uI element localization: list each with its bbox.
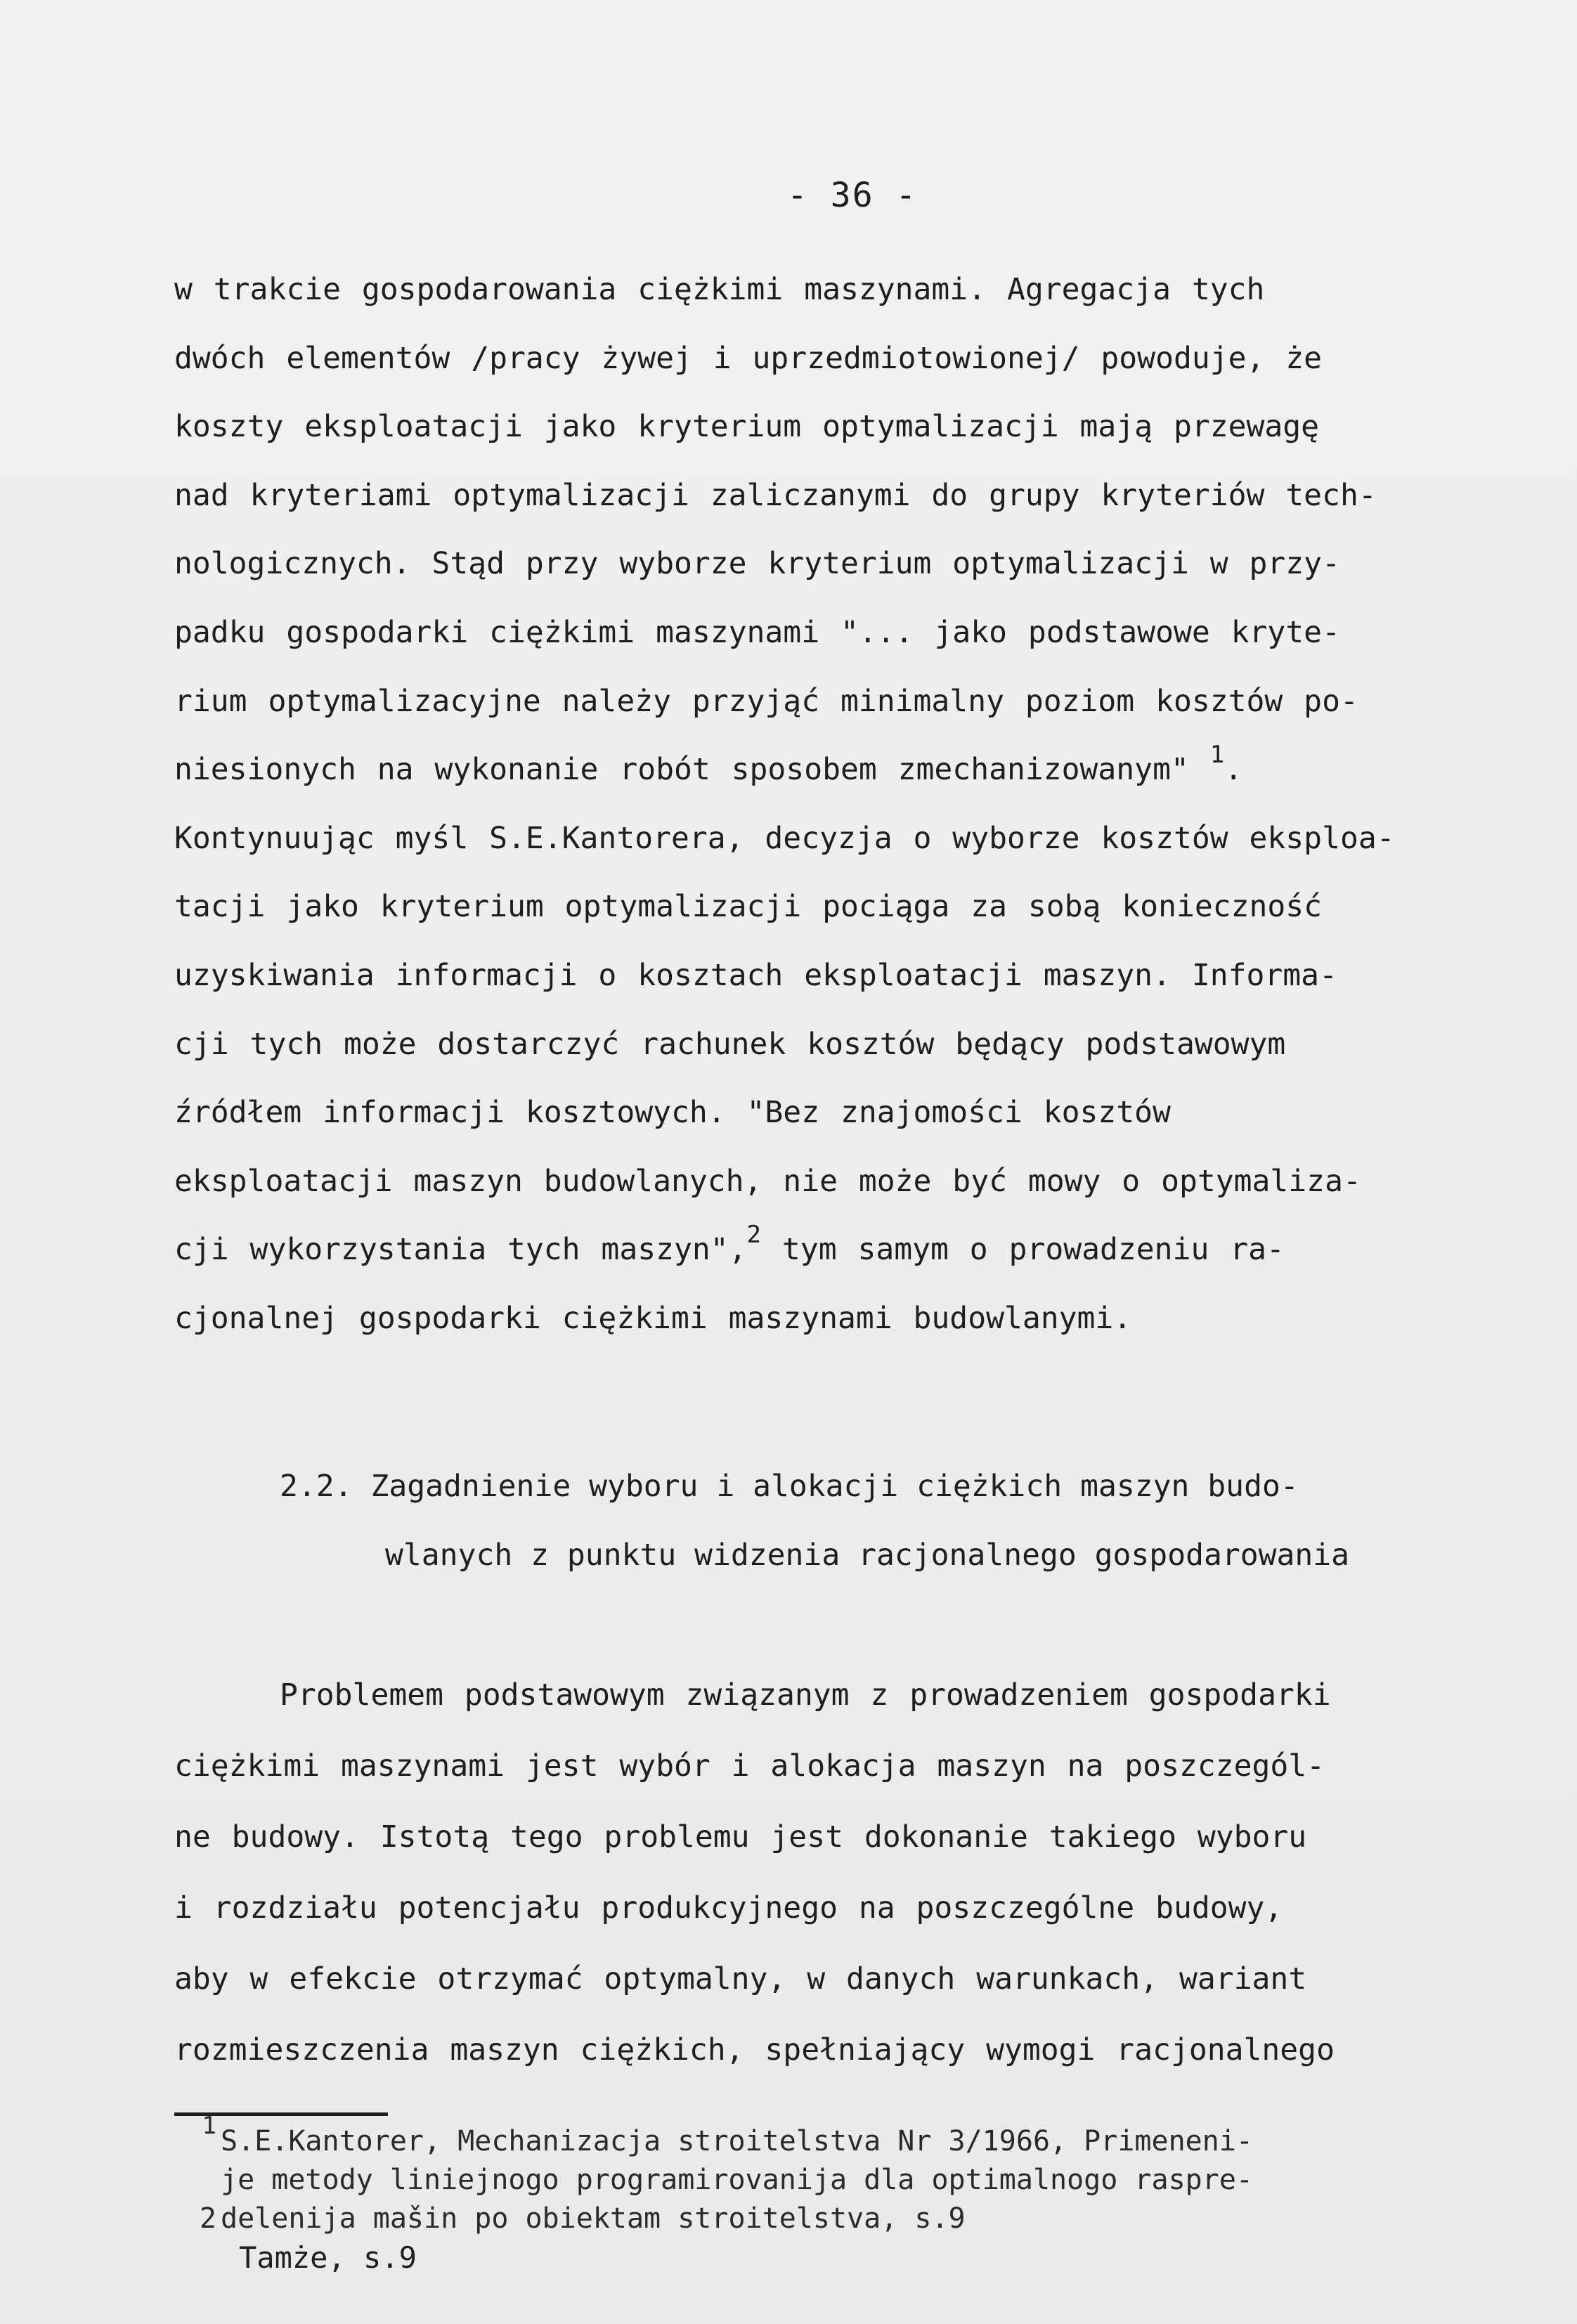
- text-line: w trakcie gospodarowania ciężkimi maszynami. Agregacja tych: [174, 272, 1265, 307]
- text-line-part: cji wykorzystania tych maszyn",: [174, 1232, 747, 1268]
- text-line: Problemem podstawowym związanym z prowadzeniem gospodarki: [280, 1677, 1331, 1713]
- text-line: nologicznych. Stąd przy wyborze kryterium optymalizacji w przy-: [174, 546, 1340, 582]
- text-line: dwóch elementów /pracy żywej i uprzedmiotowionej/ powoduje, że: [174, 340, 1323, 376]
- footnote-text: Tamże, s.9: [239, 2240, 417, 2275]
- footnote-1-cont: [174, 2200, 1253, 2238]
- footnote-2: [174, 2238, 1253, 2277]
- paragraph-1: [174, 256, 1573, 1353]
- footnote-number-2: 2: [199, 2202, 216, 2235]
- footnotes: [174, 2112, 1254, 2277]
- footnote-1-cont: [174, 2161, 1253, 2200]
- text-line: ciężkimi maszynami jest wybór i alokacja maszyn na poszczegól-: [174, 1748, 1325, 1784]
- text-line-part: tym samym o prowadzeniu ra-: [761, 1232, 1285, 1268]
- text-line: tacji jako kryterium optymalizacji pociąga za sobą konieczność: [174, 889, 1323, 925]
- text-line: koszty eksploatacji jako kryterium optymalizacji mają przewagę: [174, 409, 1320, 445]
- text-line: [174, 736, 1573, 805]
- footnote-number-1: 1: [202, 2112, 216, 2141]
- page-number: - 36 -: [787, 176, 918, 215]
- footnote-mark: [174, 2112, 221, 2161]
- section-heading: [280, 1452, 1349, 1590]
- text-line: [174, 1216, 1573, 1285]
- heading-line: wlanych z punktu widzenia racjonalnego gospodarowania: [385, 1538, 1350, 1573]
- text-line: i rozdziału potencjału produkcyjnego na poszczególne budowy,: [174, 1890, 1283, 1926]
- text-line: cji tych może dostarczyć rachunek kosztów będący podstawowym: [174, 1026, 1286, 1062]
- text-line: rozmieszczenia maszyn ciężkich, spełniający wymogi racjonalnego: [174, 2032, 1335, 2067]
- text-line-part: niesionych na wykonanie robót sposobem zmechanizowanym": [174, 752, 1189, 788]
- text-line: rium optymalizacyjne należy przyjąć minimalny poziom kosztów po-: [174, 683, 1358, 719]
- footnote-ref-2: 2: [746, 1221, 762, 1249]
- text-line: źródłem informacji kosztowych. "Bez znajomości kosztów: [174, 1095, 1171, 1131]
- footnote-1: [174, 2112, 1254, 2161]
- text-line-part: .: [1224, 752, 1243, 788]
- text-line: ne budowy. Istotą tego problemu jest dokonanie takiego wyboru: [174, 1819, 1307, 1855]
- text-line: padku gospodarki ciężkimi maszynami "... jako podstawowe kryte-: [174, 614, 1340, 650]
- text-line: nad kryteriami optymalizacji zaliczanymi do grupy kryteriów tech-: [174, 477, 1377, 513]
- footnote-text: S.E.Kantorer, Mechanizacja stroitelstva Nr 3/1966, Primeneni-: [221, 2125, 1254, 2157]
- text-line: cjonalnej gospodarki ciężkimi maszynami budowlanymi.: [174, 1300, 1132, 1336]
- text-line: aby w efekcie otrzymać optymalny, w danych warunkach, wariant: [174, 1961, 1307, 1997]
- footnote-text: je metody liniejnogo programirovanija dla optimalnogo raspre-: [221, 2164, 1254, 2196]
- text-line: uzyskiwania informacji o kosztach eksploatacji maszyn. Informa-: [174, 957, 1337, 993]
- heading-line: 2.2. Zagadnienie wyboru i alokacji ciężkich maszyn budo-: [280, 1469, 1299, 1504]
- paragraph-2: [174, 1660, 1335, 2086]
- text-line: eksploatacji maszyn budowlanych, nie może być mowy o optymaliza-: [174, 1163, 1361, 1199]
- text-line: Kontynuując myśl S.E.Kantorera, decyzja o wyborze kosztów eksploa-: [174, 820, 1395, 856]
- footnote-text: delenija mašin po obiektam stroitelstva, s.9: [221, 2202, 966, 2235]
- footnote-ref-1: 1: [1209, 741, 1225, 770]
